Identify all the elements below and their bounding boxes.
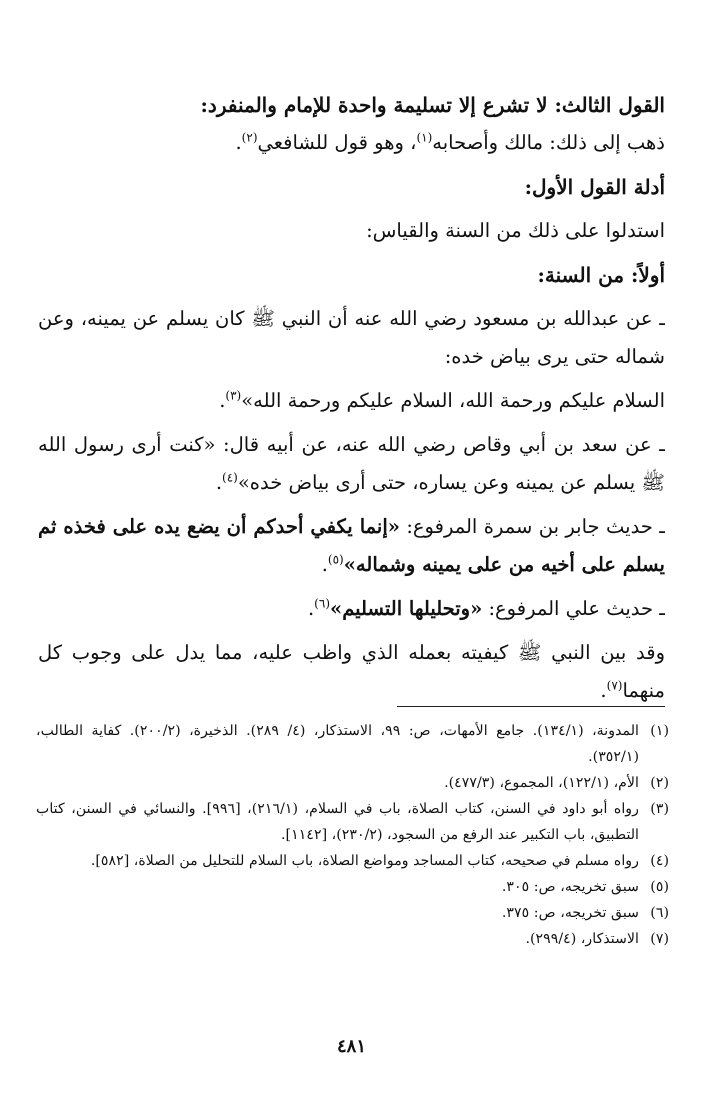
text-part: . <box>600 679 607 702</box>
footnote-ref: (٦) <box>314 596 330 611</box>
footnote-number: (٥) <box>650 879 669 895</box>
footnote-ref: (١) <box>416 130 433 145</box>
hadith-jabir <box>38 508 665 584</box>
footnote-number: (٦) <box>650 905 669 921</box>
main-text <box>38 86 665 710</box>
footnote-ref: (٢) <box>241 130 258 145</box>
footnote-item <box>36 718 669 770</box>
text-part: . <box>235 131 242 154</box>
footnote-text: رواه مسلم في صحيحه، كتاب المساجد ومواضع الصلاة، باب السلام للتحليل من الصلاة، [٥٨٢]. <box>90 853 639 869</box>
hadith-ali <box>38 590 665 628</box>
footnote-ref: (٣) <box>225 388 242 403</box>
footnote-item <box>36 926 669 952</box>
footnote-item <box>36 848 669 874</box>
footnote-number: (٣) <box>650 801 669 817</box>
footnote-number: (٤) <box>650 853 669 869</box>
text-part: . <box>307 597 315 620</box>
text-part: ـ حديث جابر بن سمرة المرفوع: <box>399 515 665 538</box>
text-part: ، وهو قول للشافعي <box>257 131 417 154</box>
footnote-text: الاستذكار، (٢٩٩/٤). <box>525 931 639 947</box>
footnote-number: (١) <box>650 723 669 739</box>
heading-sunnah: أولاً: من السنة: <box>537 263 665 287</box>
footnote-ref: (٥) <box>327 552 344 567</box>
heading-third-opinion: القول الثالث: لا تشرع إلا تسليمة واحدة للإمام والمنفرد: <box>200 93 665 117</box>
footnote-item <box>36 900 669 926</box>
footnote-divider <box>397 706 665 707</box>
text-part: . <box>219 389 226 412</box>
footnote-text: سبق تخريجه، ص: ٣٠٥. <box>501 879 639 895</box>
footnote-item <box>36 874 669 900</box>
footnote-text: الأم، (١٢٢/١)، المجموع، (٤٧٧/٣). <box>444 775 639 791</box>
footnote-ref: (٧) <box>606 678 623 693</box>
text-part: . <box>321 553 328 576</box>
third-opinion-text <box>38 124 665 162</box>
evidence-intro: استدلوا على ذلك من السنة والقياس: <box>366 219 665 242</box>
closing-paragraph <box>38 634 665 710</box>
footnote-ref: (٤) <box>222 470 238 485</box>
hadith-ibn-masud-text <box>38 382 665 420</box>
hadith-quote: «إنما يكفي أحدكم أن يضع يده على فخذه ثم يسلم على أخيه من على يمينه وشماله» <box>38 515 665 576</box>
text-part: ـ حديث علي المرفوع: <box>482 597 665 620</box>
footnote-item <box>36 796 669 848</box>
footnote-text: رواه أبو داود في السنن، كتاب الصلاة، باب في السلام، (٢١٦/١)، [٩٩٦]. والنسائي في السنن، كتاب التطبيق، باب التكبير عند الرفع من السجود، (٢٣٠/٢)، [١١٤٢]. <box>36 801 640 843</box>
text-part: السلام عليكم ورحمة الله، السلام عليكم ورحمة الله» <box>241 389 665 412</box>
footnote-text: سبق تخريجه، ص: ٣٧٥. <box>501 905 639 921</box>
hadith-saad <box>38 426 665 502</box>
footnote-number: (٢) <box>650 775 669 791</box>
footnote-text: المدونة، (١٣٤/١). جامع الأمهات، ص: ٩٩، الاستذكار، (٤/ ٢٨٩). الذخيرة، (٢٠٠/٢). كفاية الطالب، (٣٥٢/١). <box>36 723 639 765</box>
text-part: ـ عن سعد بن أبي وقاص رضي الله عنه، عن أبيه قال: «كنت أرى رسول الله ﷺ يسلم عن يمينه وعن يساره، حتى أرى بياض خده» <box>38 433 665 494</box>
text-part: ذهب إلى ذلك: مالك وأصحابه <box>432 131 665 154</box>
heading-evidence: أدلة القول الأول: <box>524 175 665 199</box>
page-number: ٤٨١ <box>336 1036 366 1057</box>
hadith-ibn-masud: ـ عن عبدالله بن مسعود رضي الله عنه أن النبي ﷺ كان يسلم عن يمينه، وعن شماله حتى يرى بياض خده: <box>38 307 665 368</box>
footnote-item <box>36 770 669 796</box>
footnotes <box>36 718 669 952</box>
hadith-quote: «وتحليلها التسليم» <box>330 597 483 620</box>
footnote-number: (٧) <box>650 931 669 947</box>
text-part: وقد بين النبي ﷺ كيفيته بعمله الذي واظب عليه، مما يدل على وجوب كل منهما <box>38 641 665 702</box>
text-part: . <box>215 471 223 494</box>
